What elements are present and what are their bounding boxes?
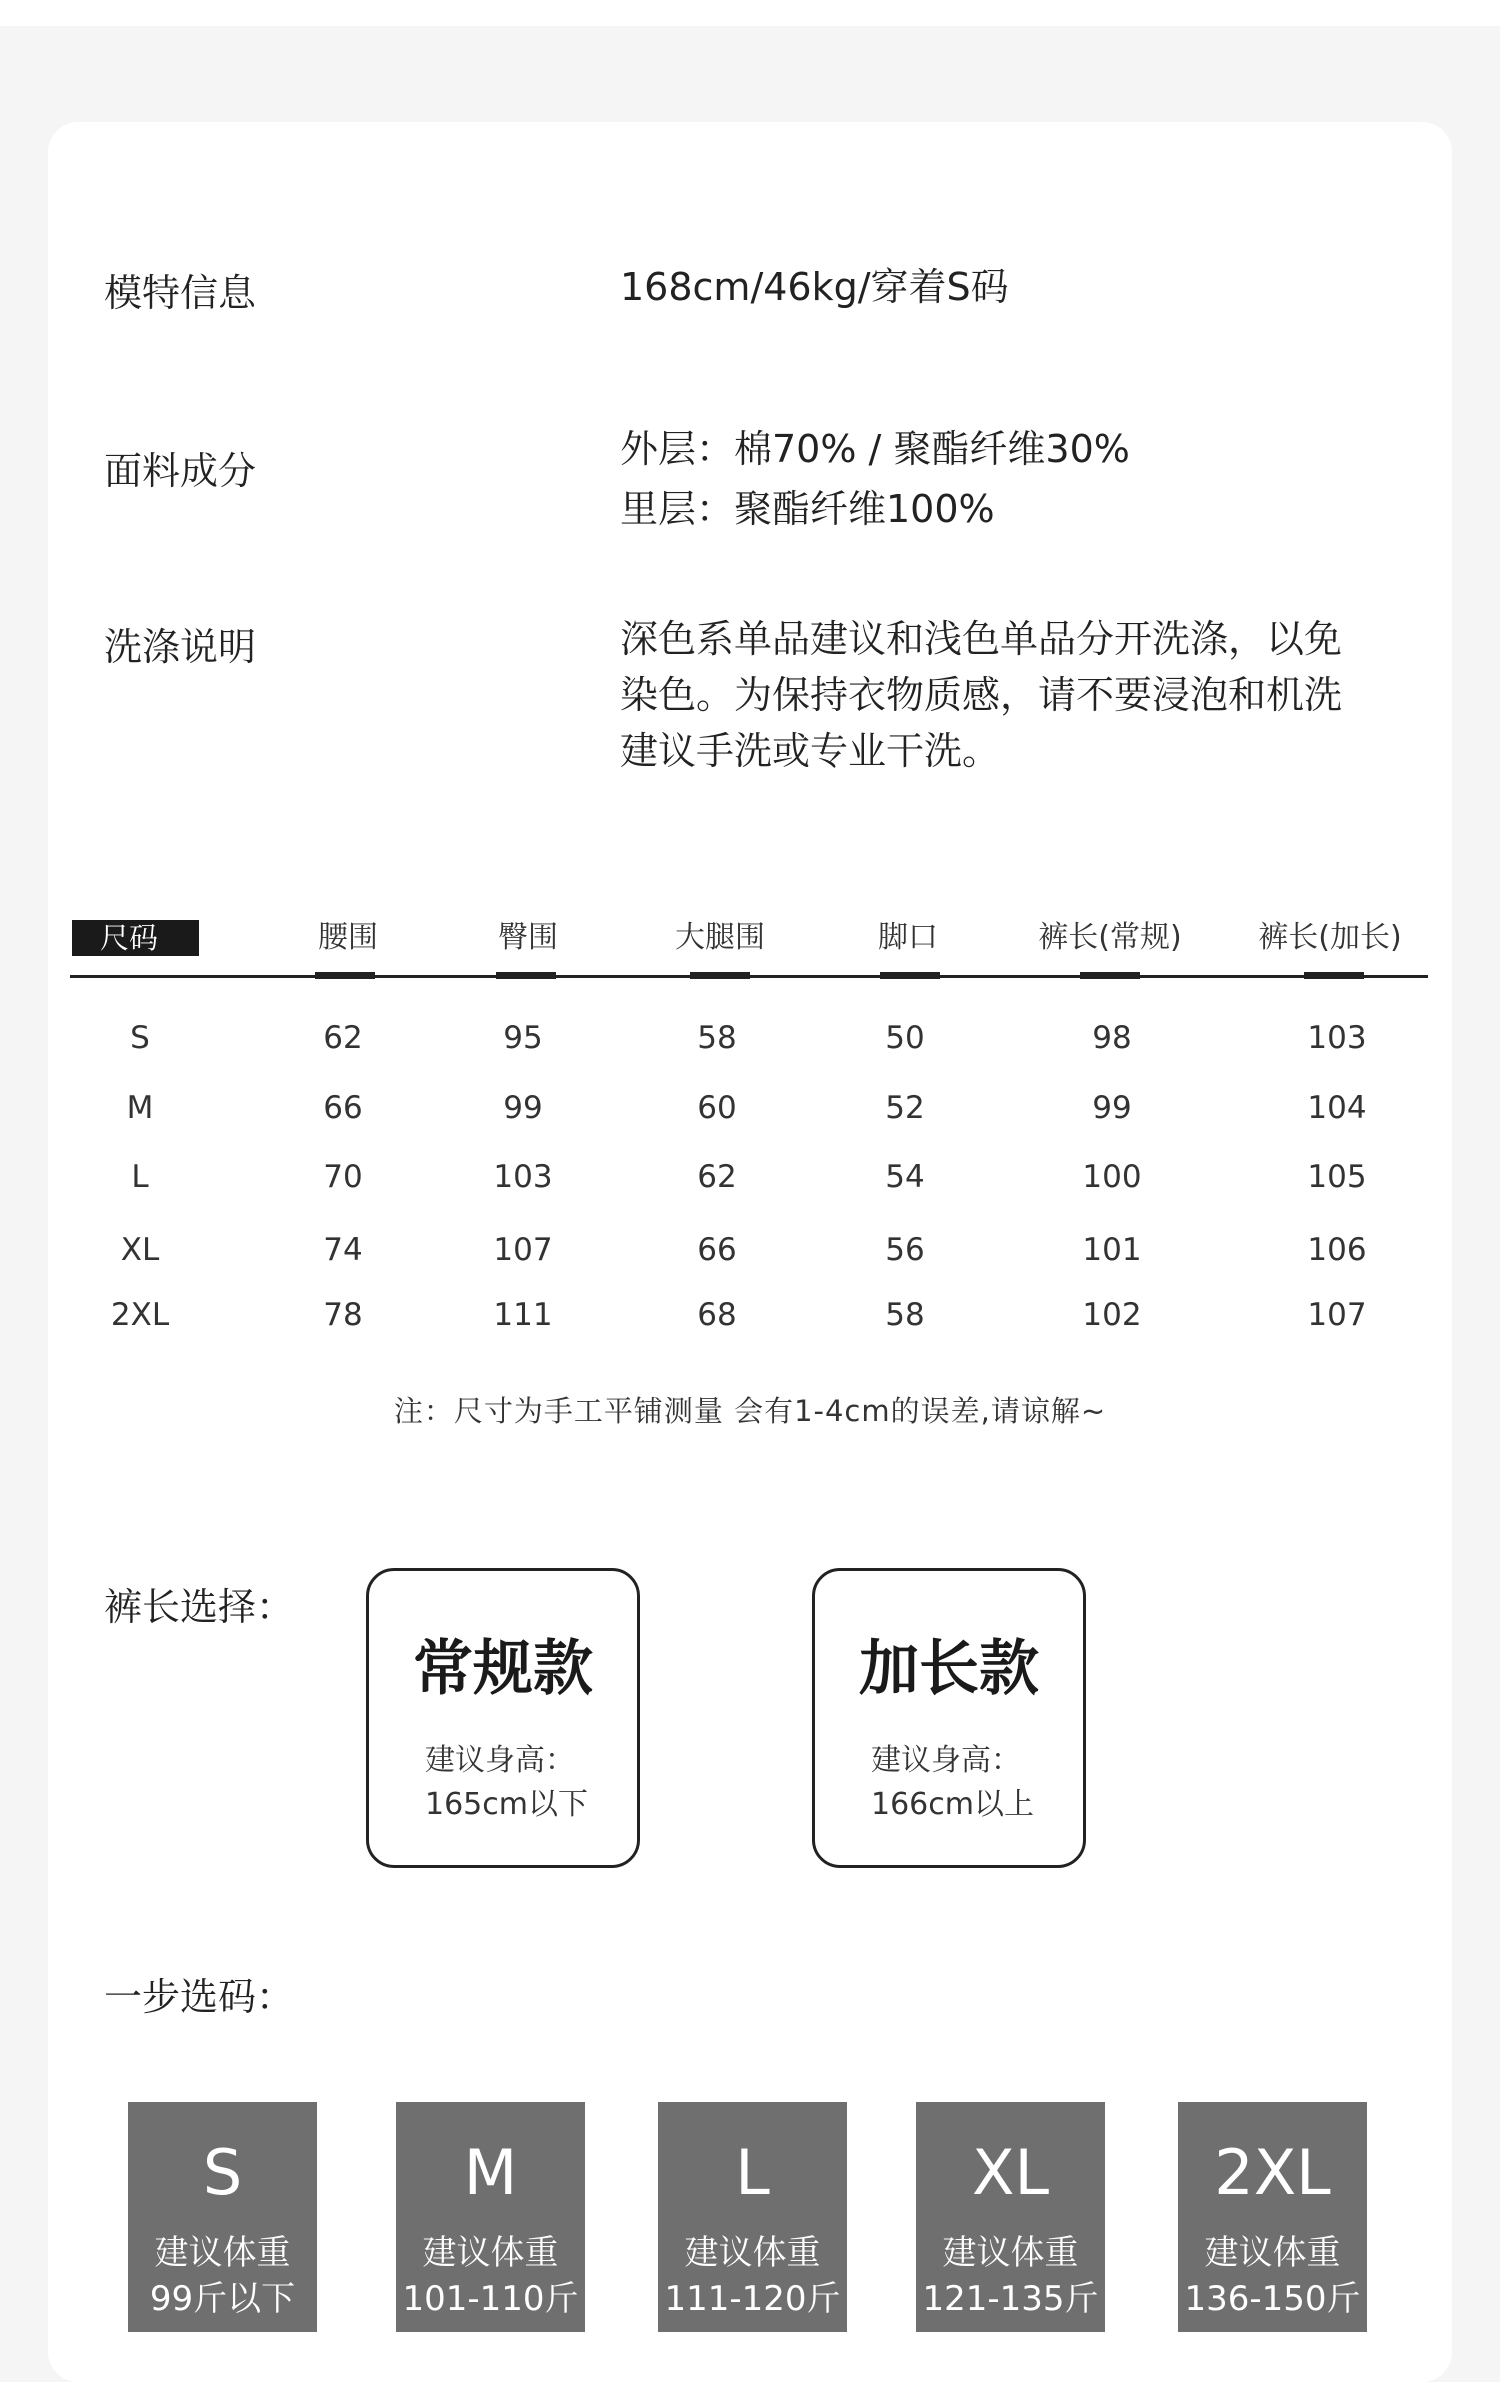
size-option-l[interactable] <box>658 2102 847 2332</box>
table-header-waist: 腰围 <box>318 920 378 955</box>
weight-range: 121-135斤 <box>922 2279 1099 2319</box>
table-header-size: 尺码 <box>72 920 199 956</box>
table-header-length-long: 裤长(加长) <box>1258 920 1402 955</box>
size-weight <box>916 2230 1105 2322</box>
cell-waist: 74 <box>323 1232 363 1268</box>
size-letter: L <box>735 2136 770 2209</box>
fabric-outer: 外层：棉70% / 聚酯纤维30% <box>620 427 1130 471</box>
cell-hip: 111 <box>493 1297 553 1333</box>
cell-hip: 103 <box>493 1159 553 1195</box>
model-info-label: 模特信息 <box>104 271 257 315</box>
size-option-s[interactable] <box>128 2102 317 2332</box>
length-option-name: 常规款 <box>413 1634 593 1704</box>
table-header-thigh: 大腿围 <box>675 920 765 955</box>
weight-label: 建议体重 <box>422 2233 559 2273</box>
size-weight <box>658 2230 847 2322</box>
table-header-hip: 臀围 <box>498 920 558 955</box>
wash-label: 洗涤说明 <box>104 625 257 669</box>
cell-length-long: 103 <box>1307 1020 1367 1056</box>
size-letter: M <box>463 2136 518 2209</box>
weight-label: 建议体重 <box>942 2233 1079 2273</box>
cell-size: M <box>126 1090 154 1126</box>
cell-length-regular: 99 <box>1092 1090 1132 1126</box>
cell-hem: 58 <box>885 1297 925 1333</box>
cell-hip: 99 <box>503 1090 543 1126</box>
cell-length-regular: 98 <box>1092 1020 1132 1056</box>
fabric-label: 面料成分 <box>104 449 257 493</box>
cell-hem: 52 <box>885 1090 925 1126</box>
size-letter: 2XL <box>1214 2136 1331 2209</box>
cell-hem: 56 <box>885 1232 925 1268</box>
weight-range: 99斤以下 <box>149 2279 296 2319</box>
cell-hip: 107 <box>493 1232 553 1268</box>
cell-length-long: 105 <box>1307 1159 1367 1195</box>
cell-thigh: 60 <box>697 1090 737 1126</box>
size-letter: S <box>202 2136 243 2209</box>
cell-length-long: 104 <box>1307 1090 1367 1126</box>
cell-waist: 70 <box>323 1159 363 1195</box>
wash-line-1: 深色系单品建议和浅色单品分开洗涤，以免 <box>620 617 1343 661</box>
cell-length-regular: 101 <box>1082 1232 1142 1268</box>
quick-size-title: 一步选码： <box>104 1975 295 2019</box>
size-weight <box>396 2230 585 2322</box>
weight-label: 建议体重 <box>684 2233 821 2273</box>
length-option-name: 加长款 <box>859 1634 1039 1704</box>
cell-thigh: 58 <box>697 1020 737 1056</box>
cell-waist: 78 <box>323 1297 363 1333</box>
height-hint-value: 166cm以上 <box>871 1787 1034 1822</box>
cell-thigh: 62 <box>697 1159 737 1195</box>
height-hint-value: 165cm以下 <box>425 1787 588 1822</box>
length-select-title: 裤长选择： <box>104 1585 295 1629</box>
table-header-length-regular: 裤长(常规) <box>1038 920 1182 955</box>
measurement-note: 注：尺寸为手工平铺测量 会有1-4cm的误差,请谅解~ <box>393 1394 1107 1428</box>
table-header-hem: 脚口 <box>878 920 938 955</box>
cell-hem: 50 <box>885 1020 925 1056</box>
cell-hip: 95 <box>503 1020 543 1056</box>
wash-line-3: 建议手洗或专业干洗。 <box>620 729 1001 773</box>
cell-waist: 66 <box>323 1090 363 1126</box>
weight-range: 111-120斤 <box>664 2279 841 2319</box>
length-option-regular[interactable] <box>366 1568 640 1868</box>
cell-size: 2XL <box>110 1297 170 1333</box>
cell-size: L <box>131 1159 149 1195</box>
cell-thigh: 66 <box>697 1232 737 1268</box>
cell-hem: 54 <box>885 1159 925 1195</box>
length-option-hint <box>871 1739 1034 1827</box>
cell-length-regular: 100 <box>1082 1159 1142 1195</box>
size-option-2xl[interactable] <box>1178 2102 1367 2332</box>
wash-line-2: 染色。为保持衣物质感，请不要浸泡和机洗 <box>620 673 1343 717</box>
table-header-rule <box>70 975 1428 978</box>
weight-label: 建议体重 <box>1204 2233 1341 2273</box>
height-hint-label: 建议身高： <box>871 1743 1021 1778</box>
length-option-long[interactable] <box>812 1568 1086 1868</box>
size-weight <box>128 2230 317 2322</box>
weight-range: 136-150斤 <box>1184 2279 1361 2319</box>
top-strip <box>0 0 1500 26</box>
size-letter: XL <box>971 2136 1049 2209</box>
size-option-xl[interactable] <box>916 2102 1105 2332</box>
cell-length-long: 107 <box>1307 1297 1367 1333</box>
weight-range: 101-110斤 <box>402 2279 579 2319</box>
size-weight <box>1178 2230 1367 2322</box>
cell-waist: 62 <box>323 1020 363 1056</box>
fabric-inner: 里层：聚酯纤维100% <box>620 487 995 531</box>
cell-length-regular: 102 <box>1082 1297 1142 1333</box>
length-option-hint <box>425 1739 588 1827</box>
height-hint-label: 建议身高： <box>425 1743 575 1778</box>
size-option-m[interactable] <box>396 2102 585 2332</box>
weight-label: 建议体重 <box>154 2233 291 2273</box>
model-info-value: 168cm/46kg/穿着S码 <box>620 265 1009 309</box>
cell-length-long: 106 <box>1307 1232 1367 1268</box>
cell-size: XL <box>120 1232 160 1268</box>
cell-thigh: 68 <box>697 1297 737 1333</box>
cell-size: S <box>130 1020 150 1056</box>
